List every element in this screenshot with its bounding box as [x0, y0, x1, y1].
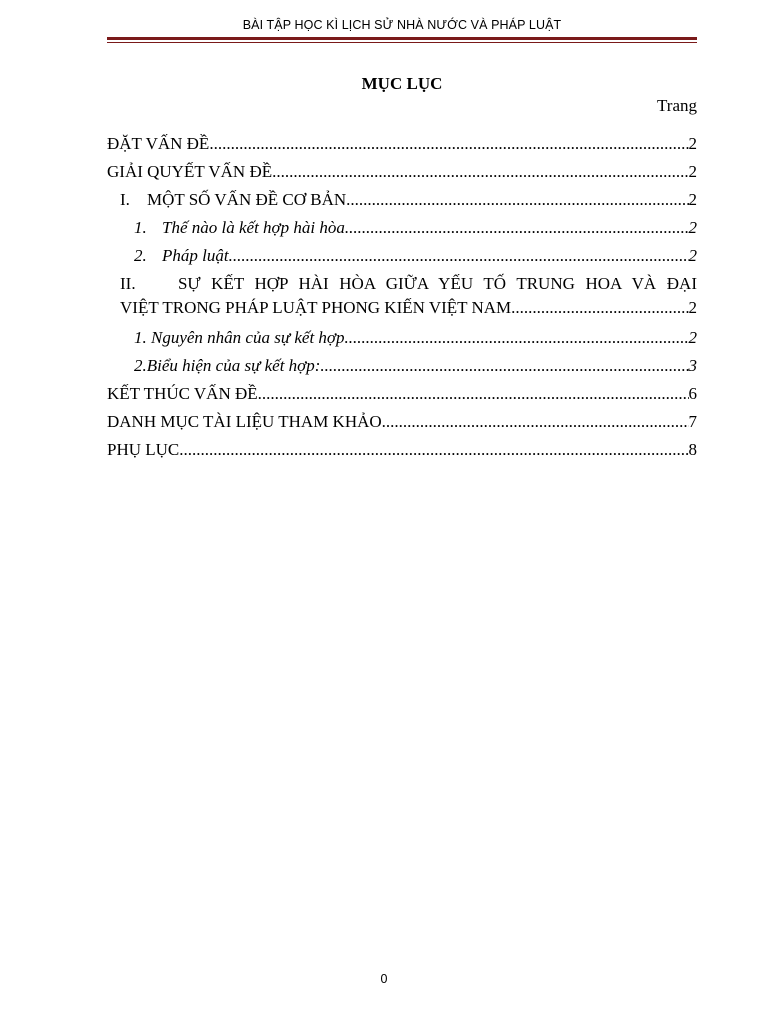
dot-leader: [345, 324, 689, 352]
toc-entry-page: 2: [688, 328, 697, 347]
toc-entry-page: 7: [688, 412, 697, 431]
header-rule-thick: [107, 37, 697, 40]
dot-leader: [382, 408, 689, 436]
toc-entry-page: 2: [688, 218, 697, 237]
toc-entry-subsection-1[interactable]: [107, 214, 697, 242]
page-column-heading: Trang: [657, 96, 697, 115]
toc-entry-page: 2: [688, 190, 697, 209]
toc-entry-page: 2: [688, 298, 697, 317]
toc-entry-label: KẾT THÚC VẤN ĐỀ: [107, 384, 258, 403]
toc-entry-number: 2.: [134, 246, 147, 265]
toc-entry-number: II.: [120, 274, 136, 293]
toc-entry-dat-van-de[interactable]: [107, 130, 697, 158]
dot-leader: [179, 436, 688, 464]
toc-entry-label-line1: SỰ KẾT HỢP HÀI HÒA GIỮA YẾU TỐ TRUNG HOA VÀ ĐẠI: [177, 274, 697, 293]
dot-leader: [345, 214, 689, 242]
toc-entry-phu-luc[interactable]: [107, 436, 697, 464]
toc-entry-page: 2: [688, 162, 697, 181]
toc-entry-label: Thế nào là kết hợp hài hòa: [162, 218, 345, 237]
toc-entry-label-line2: VIỆT TRONG PHÁP LUẬT PHONG KIẾN VIỆT NAM: [120, 298, 512, 317]
toc-entry-section-i[interactable]: [107, 186, 697, 214]
toc-entry-page: 2: [688, 246, 697, 265]
toc-entry-label: 1. Nguyên nhân của sự kết hợp: [134, 328, 345, 347]
page-header: BÀI TẬP HỌC KÌ LỊCH SỬ NHÀ NƯỚC VÀ PHÁP LUẬT: [242, 18, 562, 32]
dot-leader: [511, 296, 688, 320]
toc-title: MỤC LỤC: [361, 74, 443, 93]
toc-entry-section-ii[interactable]: [107, 272, 697, 320]
dot-leader: [346, 186, 688, 214]
page-number: 0: [380, 972, 388, 986]
toc-entry-label: GIẢI QUYẾT VẤN ĐỀ: [107, 162, 273, 181]
toc-entry-page: 8: [688, 440, 697, 459]
toc-entry-subsection-2[interactable]: [107, 242, 697, 270]
toc-entry-label: DANH MỤC TÀI LIỆU THAM KHẢO: [107, 412, 382, 431]
toc-entry-giai-quyet-van-de[interactable]: [107, 158, 697, 186]
toc-entry-number: 1.: [134, 218, 147, 237]
dot-leader: [258, 380, 689, 408]
table-of-contents: [107, 130, 697, 464]
toc-entry-page: 2: [688, 134, 697, 153]
toc-entry-nguyen-nhan[interactable]: [107, 324, 697, 352]
toc-entry-label: 2.Biểu hiện của sự kết hợp:: [134, 356, 321, 375]
toc-entry-label: PHỤ LỤC: [107, 440, 180, 459]
toc-entry-label: Pháp luật: [162, 246, 229, 265]
dot-leader: [209, 130, 688, 158]
toc-entry-label: MỘT SỐ VẤN ĐỀ CƠ BẢN: [147, 190, 347, 209]
toc-entry-label: ĐẶT VẤN ĐỀ: [107, 134, 210, 153]
toc-entry-bieu-hien[interactable]: [107, 352, 697, 380]
toc-entry-number: I.: [120, 190, 130, 209]
dot-leader: [272, 158, 688, 186]
toc-entry-danh-muc-tai-lieu[interactable]: [107, 408, 697, 436]
toc-entry-page: 6: [688, 384, 697, 403]
toc-entry-ket-thuc-van-de[interactable]: [107, 380, 697, 408]
toc-entry-page: 3: [688, 356, 697, 375]
dot-leader: [320, 352, 688, 380]
header-rule-thin: [107, 42, 697, 43]
dot-leader: [229, 242, 689, 270]
